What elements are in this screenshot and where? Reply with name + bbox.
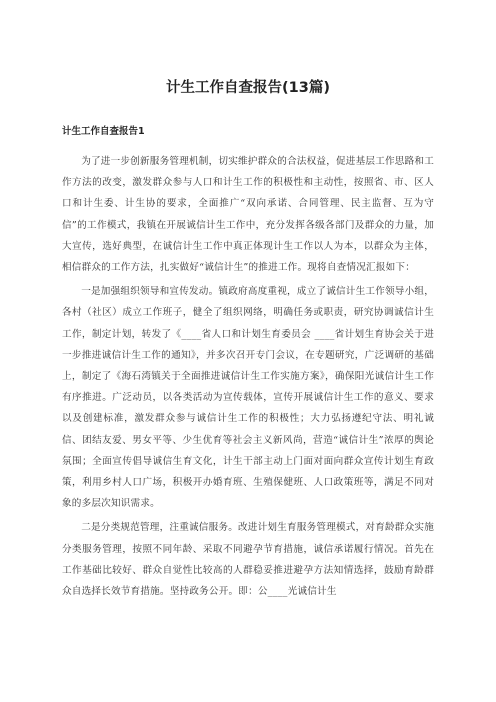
paragraph-intro: 为了进一步创新服务管理机制，切实维护群众的合法权益，促进基层工作思路和工作方法的改变，激发群众参与人口和计生工作的积极性和主动性，按照省、市、区人口和计生委、计生协的要求，全面推广“双向承诺、合同管理、民主监督、互为守信”的工作模式，我镇在开展诚信计生工作中，充分发挥各级各部门及群众的力量，加大宣传，选好典型，在诚信计生工作中真正体现计生工作以人为本，以群众为主体，相信群众的工作方法，扎实做好“诚信计生”的推进工作。现将自查情况汇报如下： <box>62 156 434 274</box>
section-heading: 计生工作自查报告1 <box>62 126 145 137</box>
paragraph-organization: 一是加强组织领导和宣传发动。镇政府高度重视，成立了诚信计生工作领导小组，各村（社区）成立工作班子，健全了组织网络，明确任务或职责，研究协调诚信计生工作，制定计划，转发了《____省人口和计划生育委员会 ____省计划生育协会关于进一步推进诚信计生工作的通知》，并多次召开专门会议，在专题研究，广泛调研的基础上，制定了《海石湾镇关于全面推进诚信计生工作实施方案》，确保阳光诚信计生工作有序推进。广泛动员，以各类活动为宣传载体，宣传开展诚信计生工作的意义、要求以及创建标准，激发群众参与诚信计生工作的积极性；大力弘扬遵纪守法、明礼诚信、团结友爱、男女平等、少生优育等社会主义新风尚，营造“诚信计生”浓厚的舆论氛围；全面宣传倡导诚信生育文化，计生干部主动上门面对面向群众宣传计划生育政策，利用乡村人口广场，积极开办婚育班、生殖保健班、人口政策班等，满足不同对象的多层次知识需求。 <box>62 286 434 510</box>
document-title: 计生工作自查报告(13篇) <box>166 80 330 96</box>
paragraph-classification: 二是分类规范管理，注重诚信服务。改进计划生育服务管理模式，对育龄群众实施分类服务管理，按照不同年龄、采取不同避孕节育措施，诚信承诺履行情况。首先在工作基础比较好、群众自觉性比较高的人群稳妥推进避孕方法知情选择，鼓励育龄群众自选择长效节育措施。坚持政务公开。即：公____光诚信计生 <box>62 522 434 598</box>
